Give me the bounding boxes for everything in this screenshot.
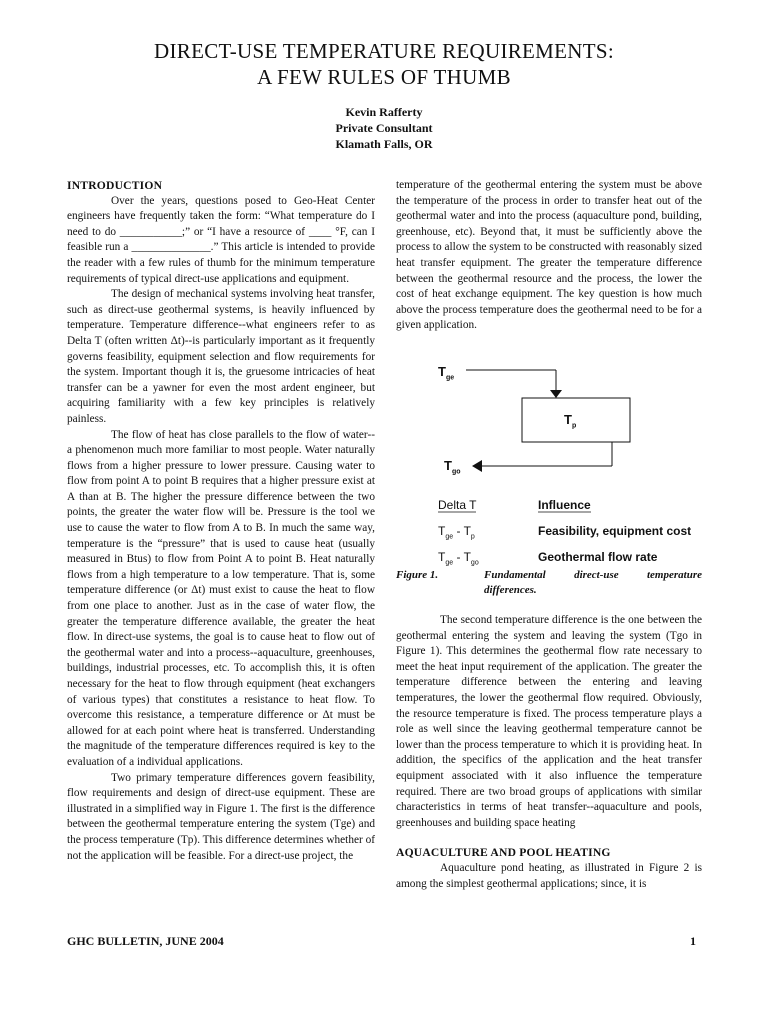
figure-1-caption [396, 568, 702, 598]
label-tp: $T_p$ [564, 412, 577, 430]
page-title-line1: DIRECT-USE TEMPERATURE REQUIREMENTS: [154, 39, 614, 63]
table-header-influence: Influence [538, 498, 591, 512]
intro-paragraph-4: Two primary temperature differences govern feasibility, flow requirements and design of direct-use equipment. These are illustrated in a simplified way in Figure 1. The first is the difference between the geothermal temperature entering the system (Tge) and the process temperature (Tp). This difference determines whether of not the application will be feasible. For a direct-use project, the [67, 771, 375, 862]
section-heading-introduction: INTRODUCTION [67, 179, 163, 192]
caption-label: Figure 1. [396, 569, 439, 581]
footer-page-number: 1 [690, 934, 696, 948]
author-name: Kevin Rafferty [345, 105, 423, 119]
caption-text-line2: differences. [484, 584, 537, 596]
intro-paragraph-1: Over the years, questions posed to Geo-Heat Center engineers have frequently taken the form: “What temperature do I need to do ___________;” or “I have a resource of ____ °F, can I feasible run a ______________.” This article is intended to provide the reader with a few rules of thumb for the minimum temperature requirements of typical direct-use applications and equipment. [67, 194, 375, 285]
left-column [67, 178, 375, 864]
caption-text-line1: Fundamental direct-use temperature [484, 569, 702, 581]
right-paragraph-continued: temperature of the geothermal entering the system must be above the temperature of the process in order to transfer heat out of the geothermal water and into the process (aquaculture pond, building, greenhouse, etc). Beyond that, it must be sufficiently above the process to allow the system to be constructed with reasonably sized heat transfer equipment. The greater the temperature difference between the geothermal resource and the process, the lower the cost of heat exchange equipment. The key question is how much above the process temperature does the geothermal need to be for a given application. [396, 179, 702, 332]
footer-bulletin: GHC BULLETIN, JUNE 2004 [67, 934, 224, 948]
figure-1 [396, 360, 702, 600]
right-paragraph-second: The second temperature difference is the one between the geothermal entering the system and leaving the system (Tgo in Figure 1). This determines the geothermal flow rate necessary to meet the heat input requirement of the application. The greater the temperature difference between the entering and leaving temperatures, the lower the geothermal flow required. Obviously, the resource temperature is fixed. The process temperature plays a role as well since the leaving geothermal temperature cannot be lower than the process temperature to which it is providing heat. In addition, the specifics of the application and the heat transfer equipment associated with it also influence the temperature required. There are two broad groups of applications with similar characteristics in terms of heat transfer--aquaculture and pools, greenhouses and building space heating [396, 614, 702, 829]
intro-paragraph-3: The flow of heat has close parallels to the flow of water-- a phenomenon much more familiar to most people. Water naturally flows from a higher pressure to lower pressure. Causing water to flow from point A to point B requires that a higher pressure exist at A than at B. The higher the pressure difference between the two points, the greater the water flow will be. Pressure is the tool we use to cause the water to flow from A to B. In much the same way, temperature is the “pressure” that is used to cause heat (usually measured in Btus) to flow from Point A to point B. Heat naturally flows from a high temperature to a low temperature. That is, some temperature difference (or Δt) must exist to cause the heat to flow from one place to another. Just as in the case of water flow, the greater the temperature difference available, the greater the heat flow. In direct-use systems, the goal is to cause heat to flow out of the geothermal water and into a process--aquaculture, greenhouses, buildings, industrial processes, etc. To accomplish this, it is often necessary for the heat to flow through equipment (heat exchangers of various types) that constitutes a resistance to heat flow. To overcome this resistance, a temperature difference or Δt must be allowed for at each point where heat is transferred. Understanding the magnitude of the temperature differences required is key to the evaluation of a individual applications. [67, 428, 375, 768]
section-heading-aquaculture: AQUACULTURE AND POOL HEATING [396, 846, 611, 860]
right-paragraph-third: Aquaculture pond heating, as illustrated in Figure 2 is among the simplest geothermal applications; since, it is [396, 861, 702, 890]
right-column-bottom [396, 613, 702, 892]
table-header-delta-t: Delta T [438, 498, 477, 512]
table-row1-delta: $T_{ge} - T_p$ [438, 524, 475, 541]
page-title-line2: A FEW RULES OF THUMB [257, 65, 511, 89]
right-column-top [396, 178, 702, 334]
label-tge: $T_{ge}$ [438, 364, 455, 382]
table-row2-influence: Geothermal flow rate [538, 550, 658, 564]
table-row2-delta: $T_{ge} - T_{go}$ [438, 550, 479, 567]
label-tgo: $T_{go}$ [444, 458, 461, 476]
outflow-arrowhead [472, 460, 482, 472]
table-row1-influence: Feasibility, equipment cost [538, 524, 692, 538]
intro-paragraph-2: The design of mechanical systems involving heat transfer, such as direct-use geothermal systems, is heavily influenced by temperature. Temperature difference--what engineers refer to as Delta T (often written Δt)--is particularly important as it frequently governs feasibility, equipment selection and flow requirements for the system. Important though it is, the gruesome intricacies of heat transfer can be a yawner for even the most ardent engineer, but acquiring familiarity with a few key principles is relatively painless. [67, 288, 375, 425]
author-role: Private Consultant [335, 121, 433, 135]
inflow-arrowhead [550, 390, 562, 398]
author-location: Klamath Falls, OR [335, 137, 433, 151]
